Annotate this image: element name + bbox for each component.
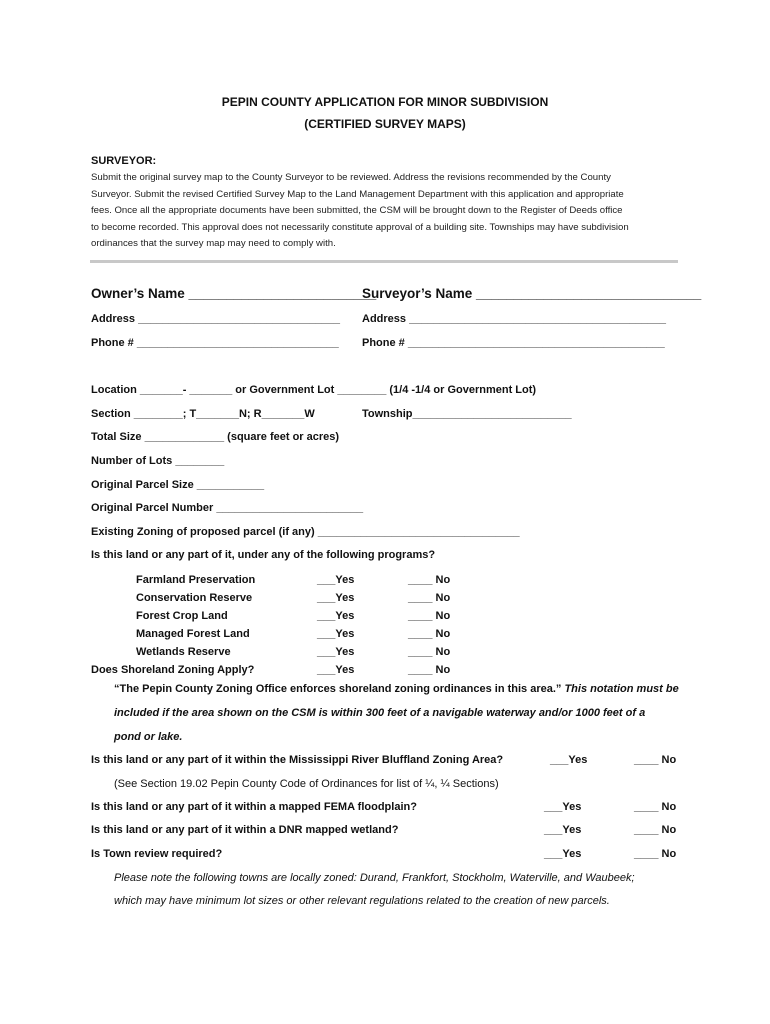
town-yes-option[interactable]: ___Yes (544, 848, 582, 860)
total-size-field[interactable]: Total Size _____________ (square feet or acres) (91, 431, 340, 443)
shoreland-notation-requirement: This notation must be (564, 683, 679, 695)
instruction-line: Surveyor. Submit the revised Certified Survey Map to the Land Management Department with this application and appropriate (91, 188, 624, 200)
program-yes-option[interactable]: ___Yes (317, 574, 355, 586)
program-yes-option[interactable]: ___Yes (317, 628, 355, 640)
surveyor-address-field[interactable]: Address __________________________________________ (362, 313, 667, 325)
dnr-yes-option[interactable]: ___Yes (544, 824, 582, 836)
program-label: Farmland Preservation (136, 574, 256, 586)
programs-question: Is this land or any part of it, under any of the following programs? (91, 549, 436, 561)
existing-zoning-field[interactable]: Existing Zoning of proposed parcel (if any) _________________________________ (91, 526, 520, 538)
section-field[interactable]: Section ________; T_______N; R_______W (91, 408, 315, 420)
section-divider (90, 260, 678, 263)
bluffland-no-option[interactable]: ____ No (634, 754, 677, 766)
program-yes-option[interactable]: ___Yes (317, 646, 355, 658)
shoreland-notation-line3: pond or lake. (114, 731, 183, 743)
shoreland-notation-line2: included if the area shown on the CSM is within 300 feet of a navigable waterway and/or 1000 feet of a (114, 707, 646, 719)
shoreland-notation (114, 683, 679, 695)
surveyor-instructions (91, 170, 629, 253)
owner-name-field[interactable]: Owner’s Name _________________________ (91, 286, 377, 301)
program-label: Managed Forest Land (136, 628, 250, 640)
program-label: Conservation Reserve (136, 592, 253, 604)
program-yes-option[interactable]: ___Yes (317, 610, 355, 622)
fema-yes-option[interactable]: ___Yes (544, 801, 582, 813)
program-no-option[interactable]: ____ No (408, 574, 451, 586)
original-parcel-number-field[interactable]: Original Parcel Number ________________________ (91, 502, 364, 514)
bluffland-yes-option[interactable]: ___Yes (550, 754, 588, 766)
town-review-question: Is Town review required? (91, 848, 223, 860)
fema-no-option[interactable]: ____ No (634, 801, 677, 813)
town-no-option[interactable]: ____ No (634, 848, 677, 860)
township-field[interactable]: Township__________________________ (362, 408, 572, 420)
program-no-option[interactable]: ____ No (408, 646, 451, 658)
surveyor-heading: SURVEYOR: (91, 155, 157, 167)
instruction-line: Submit the original survey map to the County Surveyor to be reviewed. Address the revisions recommended by the County (91, 172, 611, 183)
instruction-line: fees. Once all the appropriate documents have been submitted, the CSM will be brought down to the Register of Deeds office (91, 205, 623, 216)
shoreland-yes-option[interactable]: ___Yes (317, 664, 355, 676)
program-label: Wetlands Reserve (136, 646, 231, 658)
program-no-option[interactable]: ____ No (408, 628, 451, 640)
surveyor-phone-field[interactable]: Phone # __________________________________________ (362, 337, 665, 349)
program-no-option[interactable]: ____ No (408, 592, 451, 604)
bluffland-reference: (See Section 19.02 Pepin County Code of Ordinances for list of ¼, ¼ Sections) (114, 778, 499, 790)
fema-question: Is this land or any part of it within a mapped FEMA floodplain? (91, 801, 417, 813)
program-yes-option[interactable]: ___Yes (317, 592, 355, 604)
surveyor-name-field[interactable]: Surveyor’s Name ______________________________ (362, 286, 702, 301)
instruction-line: ordinances that the survey map may need to comply with. (91, 238, 336, 249)
town-note-line2: which may have minimum lot sizes or other relevant regulations related to the creation of new parcels. (114, 895, 610, 907)
shoreland-no-option[interactable]: ____ No (408, 664, 451, 676)
shoreland-question: Does Shoreland Zoning Apply? (91, 664, 255, 676)
dnr-question: Is this land or any part of it within a DNR mapped wetland? (91, 824, 399, 836)
page-title: PEPIN COUNTY APPLICATION FOR MINOR SUBDIVISION (221, 95, 549, 109)
owner-address-field[interactable]: Address _________________________________ (91, 313, 340, 325)
dnr-no-option[interactable]: ____ No (634, 824, 677, 836)
program-no-option[interactable]: ____ No (408, 610, 451, 622)
original-parcel-size-field[interactable]: Original Parcel Size ___________ (91, 479, 265, 491)
owner-phone-field[interactable]: Phone # _________________________________ (91, 337, 339, 349)
page-subtitle: (CERTIFIED SURVEY MAPS) (304, 117, 466, 131)
town-note-line1: Please note the following towns are locally zoned: Durand, Frankfort, Stockholm, Waterville, and Waubeek; (114, 872, 635, 884)
instruction-line: to become recorded. This approval does not necessarily constitute approval of a building site. Townships may have subdivision (91, 221, 629, 233)
program-label: Forest Crop Land (136, 610, 228, 622)
shoreland-notation-quote: “The Pepin County Zoning Office enforces shoreland zoning ordinances in this area.” (114, 683, 562, 695)
number-of-lots-field[interactable]: Number of Lots ________ (91, 455, 225, 467)
bluffland-question: Is this land or any part of it within the Mississippi River Bluffland Zoning Area? (91, 754, 504, 766)
location-field[interactable]: Location _______- _______ or Government Lot ________ (1/4 -1/4 or Government Lot) (91, 384, 537, 396)
